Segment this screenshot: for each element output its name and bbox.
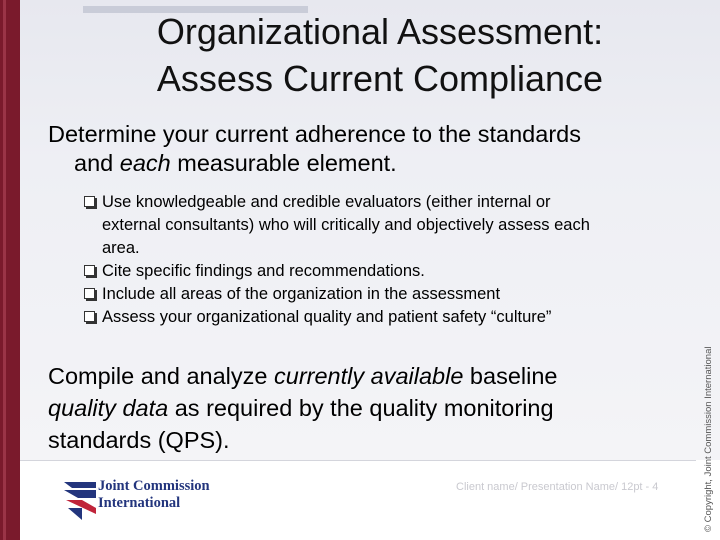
second-text: baseline xyxy=(463,363,558,389)
jci-flag-icon xyxy=(62,478,98,522)
joint-commission-logo xyxy=(62,478,232,528)
logo-wordmark xyxy=(98,478,210,512)
checkbox-bullet-icon xyxy=(84,265,95,276)
logo-line-1: Joint Commission xyxy=(98,478,210,494)
second-emphasis: quality data xyxy=(48,395,169,421)
bullet-text-line: Include all areas of the organization in the assessment xyxy=(102,285,501,303)
footer-divider xyxy=(20,460,696,461)
bullet-item xyxy=(84,191,709,260)
logo-line-2: International xyxy=(98,495,181,511)
second-text: as required by the quality monitoring xyxy=(168,395,554,421)
copyright-text: © Copyright, Joint Commission International xyxy=(703,346,714,532)
title-line-2: Assess Current Compliance xyxy=(156,58,604,99)
lead-line-2-start: and xyxy=(74,150,120,176)
checkbox-bullet-icon xyxy=(84,311,95,322)
slide-title xyxy=(80,8,680,102)
bullet-text-line: Cite specific findings and recommendations. xyxy=(102,262,425,280)
bullet-item xyxy=(84,306,709,329)
checkbox-bullet-icon xyxy=(84,196,95,207)
lead-line-1: Determine your current adherence to the standards xyxy=(48,121,581,147)
bullet-text-line: Assess your organizational quality and patient safety “culture” xyxy=(102,308,552,326)
bullet-text-line: Use knowledgeable and credible evaluators (either internal or xyxy=(102,193,551,211)
bullet-list xyxy=(84,191,709,329)
lead-emphasis-each: each xyxy=(119,150,171,176)
second-line-2 xyxy=(48,392,688,424)
second-line-1 xyxy=(48,360,688,392)
title-line-1: Organizational Assessment: xyxy=(156,11,604,52)
footer-note: Client name/ Presentation Name/ 12pt - 4 xyxy=(456,481,659,493)
left-accent-stripe xyxy=(0,0,20,540)
bullet-text-line: external consultants) who will critically and objectively assess each xyxy=(102,216,590,234)
second-line-3: standards (QPS). xyxy=(48,427,230,453)
bullet-item xyxy=(84,283,709,306)
second-text: Compile and analyze xyxy=(48,363,274,389)
checkbox-bullet-icon xyxy=(84,288,95,299)
lead-paragraph xyxy=(48,120,698,178)
bullet-item xyxy=(84,260,709,283)
second-paragraph xyxy=(48,360,688,456)
lead-line-2-end: measurable element. xyxy=(170,150,397,176)
bullet-text-line: area. xyxy=(102,239,140,257)
lead-line-2 xyxy=(48,149,698,178)
second-emphasis: currently available xyxy=(274,363,464,389)
